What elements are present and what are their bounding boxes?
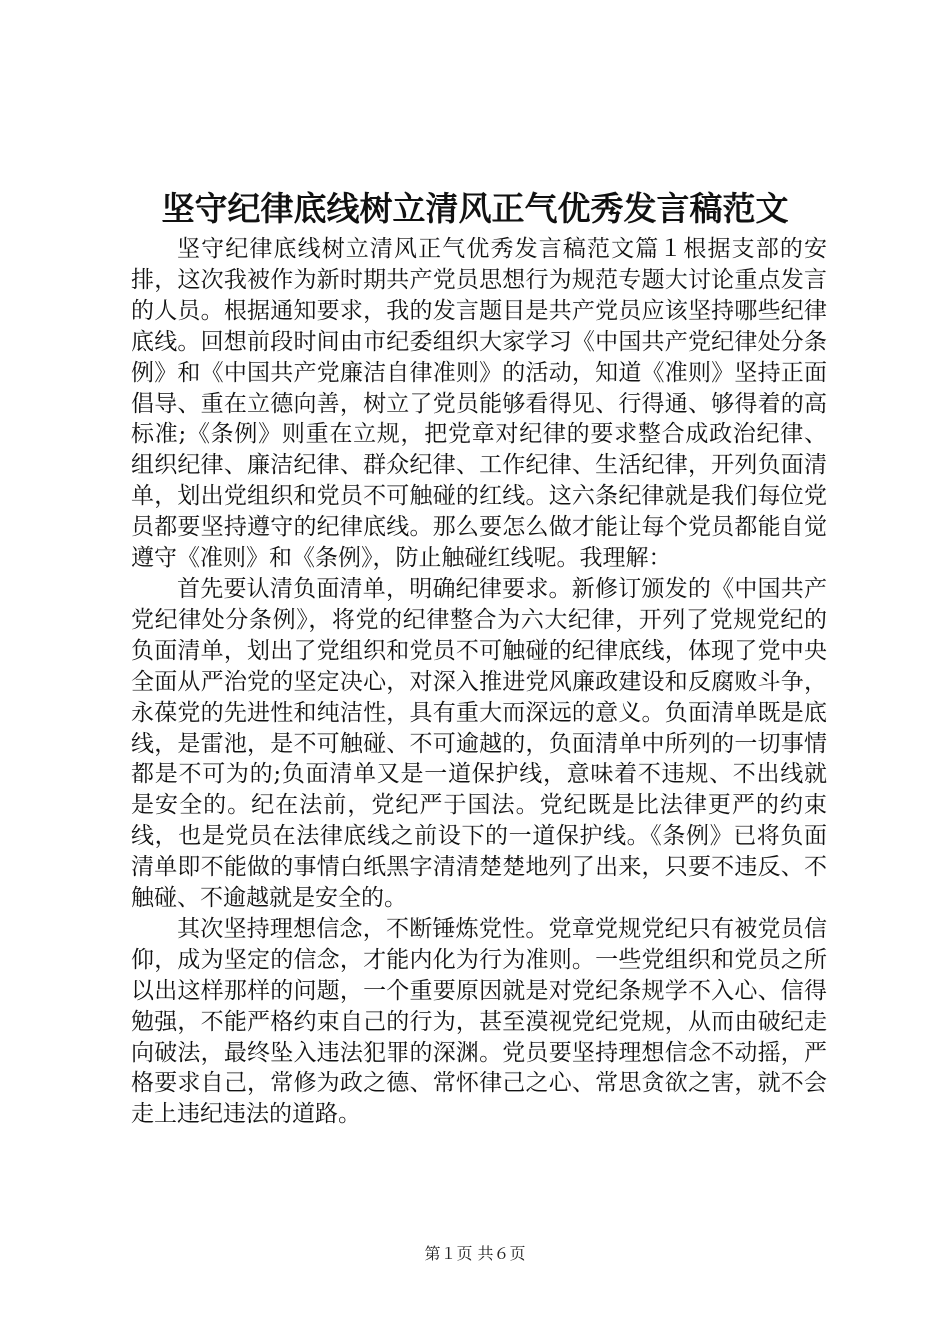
document-body	[131, 234, 827, 1130]
paragraph-3: 其次坚持理想信念，不断锤炼党性。党章党规党纪只有被党员信仰，成为坚定的信念，才能内化为行为准则。一些党组织和党员之所以出这样那样的问题，一个重要原因就是对党纪条规学不入心、信得勉强，不能严格约束自己的行为，甚至漠视党纪党规，从而由破纪走向破法，最终坠入违法犯罪的深渊。党员要坚持理想信念不动摇，严格要求自己，常修为政之德、常怀律己之心、常思贪欲之害，就不会走上违纪违法的道路。	[131, 915, 827, 1128]
paragraph-1: 坚守纪律底线树立清风正气优秀发言稿范文篇１根据支部的安排，这次我被作为新时期共产党员思想行为规范专题大讨论重点发言的人员。根据通知要求，我的发言题目是共产党员应该坚持哪些纪律底线。回想前段时间由市纪委组织大家学习《中国共产党纪律处分条例》和《中国共产党廉洁自律准则》的活动，知道《准则》坚持正面倡导、重在立德向善，树立了党员能够看得见、行得通、够得着的高标准;《条例》则重在立规，把党章对纪律的要求整合成政治纪律、组织纪律、廉洁纪律、群众纪律、工作纪律、生活纪律，开列负面清单，划出党组织和党员不可触碰的红线。这六条纪律就是我们每位党员都要坚持遵守的纪律底线。那么要怎么做才能让每个党员都能自觉遵守《准则》和《条例》，防止触碰红线呢。我理解：	[131, 236, 827, 572]
page-number-footer: 第１页 共６页	[424, 1244, 526, 1263]
paragraph-2: 首先要认清负面清单，明确纪律要求。新修订颁发的《中国共产党纪律处分条例》，将党的纪律整合为六大纪律，开列了党规党纪的负面清单，划出了党组织和党员不可触碰的纪律底线，体现了党中央全面从严治党的坚定决心，对深入推进党风廉政建设和反腐败斗争，永葆党的先进性和纯洁性，具有重大而深远的意义。负面清单既是底线，是雷池，是不可触碰、不可逾越的，负面清单中所列的一切事情都是不可为的;负面清单又是一道保护线，意味着不违规、不出线就是安全的。纪在法前，党纪严于国法。党纪既是比法律更严的约束线，也是党员在法律底线之前设下的一道保护线。《条例》已将负面清单即不能做的事情白纸黑字清清楚楚地列了出来，只要不违反、不触碰、不逾越就是安全的。	[131, 575, 827, 912]
document-title: 坚守纪律底线树立清风正气优秀发言稿范文	[161, 189, 789, 228]
